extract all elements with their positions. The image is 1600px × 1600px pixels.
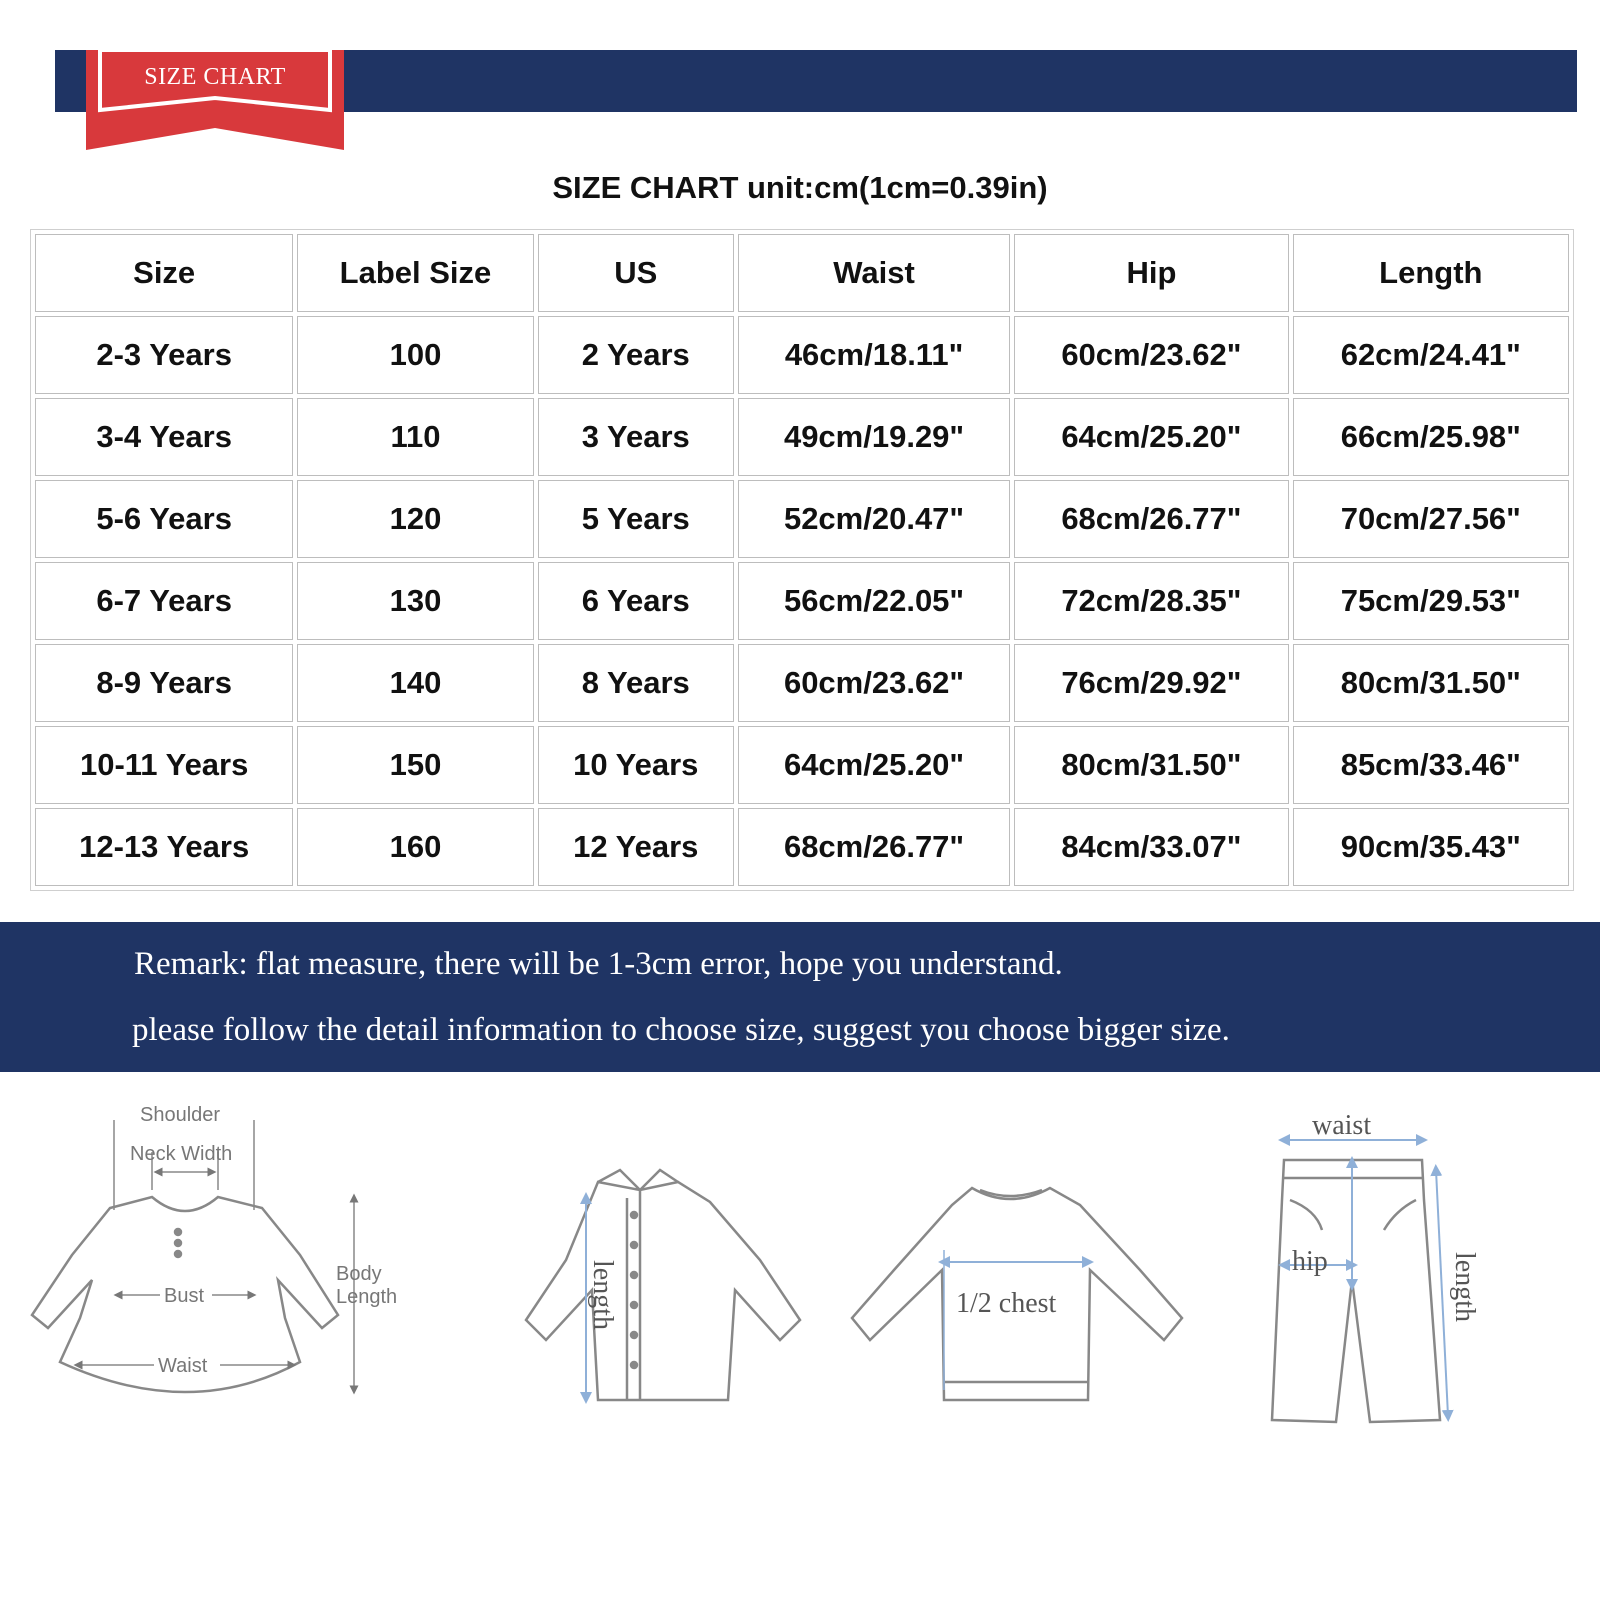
table-cell: 60cm/23.62" (1014, 316, 1288, 394)
chart-title: SIZE CHART unit:cm(1cm=0.39in) (552, 170, 1048, 205)
remark-line-2: please follow the detail information to choose size, suggest you choose bigger size. (132, 1012, 1230, 1048)
table-cell: 6 Years (538, 562, 734, 640)
table-cell: 68cm/26.77" (738, 808, 1010, 886)
table-cell: 68cm/26.77" (1014, 480, 1288, 558)
column-header: Length (1293, 234, 1569, 312)
dress-neck-width-label: Neck Width (130, 1143, 233, 1165)
table-cell: 5 Years (538, 480, 734, 558)
table-cell: 150 (297, 726, 533, 804)
pants-length-label: length (1449, 1252, 1480, 1322)
table-row (35, 562, 1569, 640)
remark-line-1: Remark: flat measure, there will be 1-3cm error, hope you understand. (134, 946, 1063, 982)
table-cell: 72cm/28.35" (1014, 562, 1288, 640)
table-cell: 75cm/29.53" (1293, 562, 1569, 640)
dress-length-label: Length (336, 1286, 398, 1308)
column-header: Label Size (297, 234, 533, 312)
column-header: Size (35, 234, 293, 312)
table-cell: 10-11 Years (35, 726, 293, 804)
table-cell: 80cm/31.50" (1014, 726, 1288, 804)
table-cell: 140 (297, 644, 533, 722)
table-cell: 3 Years (538, 398, 734, 476)
table-cell: 62cm/24.41" (1293, 316, 1569, 394)
table-cell: 130 (297, 562, 533, 640)
table-cell: 12-13 Years (35, 808, 293, 886)
table-cell: 64cm/25.20" (738, 726, 1010, 804)
table-row (35, 726, 1569, 804)
shirt-diagram (526, 1170, 800, 1400)
table-cell: 2 Years (538, 316, 734, 394)
table-cell: 70cm/27.56" (1293, 480, 1569, 558)
size-chart-ribbon (86, 50, 344, 152)
pants-hip-label: hip (1292, 1246, 1328, 1277)
table-cell: 12 Years (538, 808, 734, 886)
table-cell: 10 Years (538, 726, 734, 804)
measurement-diagrams (0, 1090, 1600, 1490)
table-cell: 85cm/33.46" (1293, 726, 1569, 804)
pants-waist-label: waist (1312, 1110, 1372, 1141)
table-cell: 46cm/18.11" (738, 316, 1010, 394)
table-cell: 160 (297, 808, 533, 886)
table-cell: 110 (297, 398, 533, 476)
remark-band (0, 922, 1600, 1072)
dress-shoulder-label: Shoulder (140, 1104, 221, 1126)
table-cell: 2-3 Years (35, 316, 293, 394)
table-cell: 56cm/22.05" (738, 562, 1010, 640)
dress-waist-label: Waist (158, 1355, 208, 1377)
sweater-chest-label: 1/2 chest (956, 1288, 1057, 1319)
table-row (35, 644, 1569, 722)
table-cell: 80cm/31.50" (1293, 644, 1569, 722)
size-table (30, 229, 1574, 891)
table-cell: 8-9 Years (35, 644, 293, 722)
table-cell: 8 Years (538, 644, 734, 722)
table-cell: 64cm/25.20" (1014, 398, 1288, 476)
table-cell: 60cm/23.62" (738, 644, 1010, 722)
table-row (35, 808, 1569, 886)
shirt-length-label: length (587, 1260, 618, 1330)
table-row (35, 398, 1569, 476)
table-row (35, 480, 1569, 558)
table-cell: 49cm/19.29" (738, 398, 1010, 476)
column-header: US (538, 234, 734, 312)
table-cell: 6-7 Years (35, 562, 293, 640)
table-cell: 76cm/29.92" (1014, 644, 1288, 722)
column-header: Hip (1014, 234, 1288, 312)
dress-body-label: Body (336, 1263, 382, 1285)
table-cell: 52cm/20.47" (738, 480, 1010, 558)
table-cell: 5-6 Years (35, 480, 293, 558)
column-header: Waist (738, 234, 1010, 312)
table-cell: 66cm/25.98" (1293, 398, 1569, 476)
table-cell: 90cm/35.43" (1293, 808, 1569, 886)
table-cell: 84cm/33.07" (1014, 808, 1288, 886)
table-row (35, 316, 1569, 394)
dress-bust-label: Bust (164, 1285, 205, 1307)
table-cell: 120 (297, 480, 533, 558)
table-header-row (35, 234, 1569, 312)
table-cell: 100 (297, 316, 533, 394)
pants-diagram (1272, 1140, 1448, 1422)
ribbon-label: SIZE CHART (144, 64, 286, 90)
table-cell: 3-4 Years (35, 398, 293, 476)
